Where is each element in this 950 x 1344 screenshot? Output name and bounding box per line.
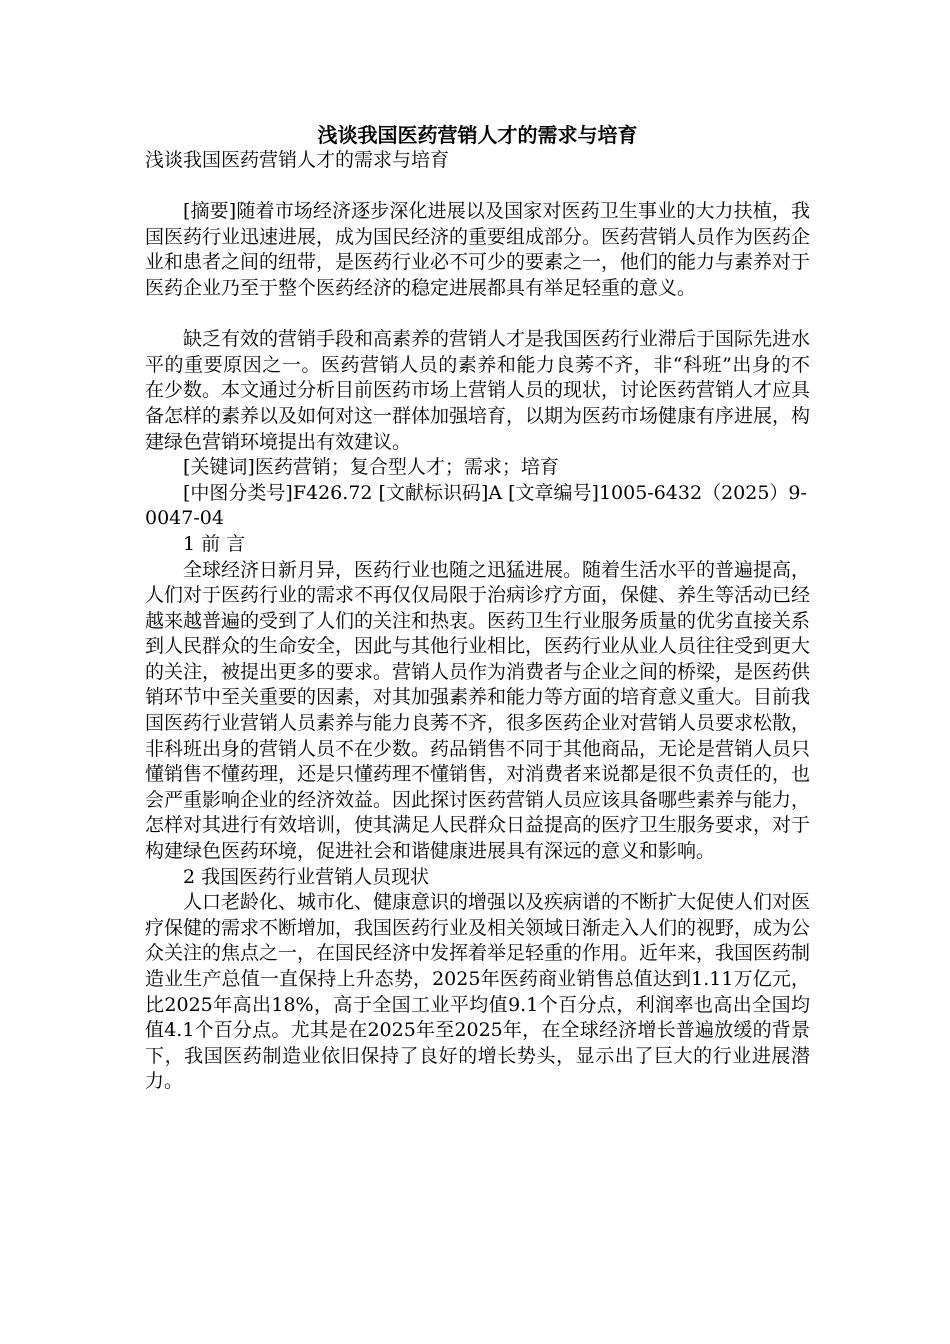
abstract-paragraph: [摘要]随着市场经济逐步深化进展以及国家对医药卫生事业的大力扶植，我国医药行业迅速进展，成为国民经济的重要组成部分。医药营销人员作为医药企业和患者之间的纽带，是医药行业必不可少的要素之一，他们的能力与素养对于医药企业乃至于整个医药经济的稳定进展都具有举足轻重的意义。 <box>145 200 811 299</box>
keywords-line: [关键词]医药营销；复合型人才；需求；培育 <box>183 456 559 479</box>
section-2-paragraph: 人口老龄化、城市化、健康意识的增强以及疾病谱的不断扩大促使人们对医疗保健的需求不断增加，我国医药行业及相关领域日渐走入人们的视野，成为公众关注的焦点之一，在国民经济中发挥着举足轻重的作用。近年来，我国医药制造业生产总值一直保持上升态势，2025年医药商业销售总值达到1.11万亿元，比2025年高出18%，高于全国工业平均值9.1个百分点，利润率也高出全国均值4.1个百分点。尤其是在2025年至2025年，在全球经济增长普遍放缓的背景下，我国医药制造业依旧保持了良好的增长势头，显示出了巨大的行业进展潜力。 <box>145 891 811 1093</box>
document-subtitle: 浅谈我国医药营销人才的需求与培育 <box>145 149 450 171</box>
section-1-heading: 1 前 言 <box>183 532 246 555</box>
intro-paragraph: 缺乏有效的营销手段和高素养的营销人才是我国医药行业滞后于国际先进水平的重要原因之一。医药营销人员的素养和能力良莠不齐，非“科班”出身的不在少数。本文通过分析目前医药市场上营销人员的现状，讨论医药营销人才应具备怎样的素养以及如何对这一群体加强培育，以期为医药市场健康有序进展，构建绿色营销环境提出有效建议。 <box>145 328 811 453</box>
section-1-paragraph: 全球经济日新月异，医药行业也随之迅猛进展。随着生活水平的普遍提高，人们对于医药行业的需求不再仅仅局限于治病诊疗方面，保健、养生等活动已经越来越普遍的受到了人们的关注和热衷。医药卫生行业服务质量的优劣直接关系到人民群众的生命安全，因此与其他行业相比，医药行业从业人员往往受到更大的关注，被提出更多的要求。营销人员作为消费者与企业之间的桥梁，是医药供销环节中至关重要的因素，对其加强素养和能力等方面的培育意义重大。目前我国医药行业营销人员素养与能力良莠不齐，很多医药企业对营销人员要求松散，非科班出身的营销人员不在少数。药品销售不同于其他商品，无论是营销人员只懂销售不懂药理，还是只懂药理不懂销售，对消费者来说都是很不负责任的，也会严重影响企业的经济效益。因此探讨医药营销人员应该具备哪些素养与能力，怎样对其进行有效培训，使其满足人民群众日益提高的医疗卫生服务要求，对于构建绿色医药环境，促进社会和谐健康进展具有深远的意义和影响。 <box>145 558 811 863</box>
blank-line <box>145 174 810 200</box>
document-title: 浅谈我国医药营销人才的需求与培育 <box>317 123 638 147</box>
classification-line: [中图分类号]F426.72 [文献标识码]A [文章编号]1005-6432（2025）9-0047-04 <box>145 481 807 530</box>
section-2-heading: 2 我国医药行业营销人员现状 <box>183 865 430 888</box>
blank-line <box>145 302 810 328</box>
